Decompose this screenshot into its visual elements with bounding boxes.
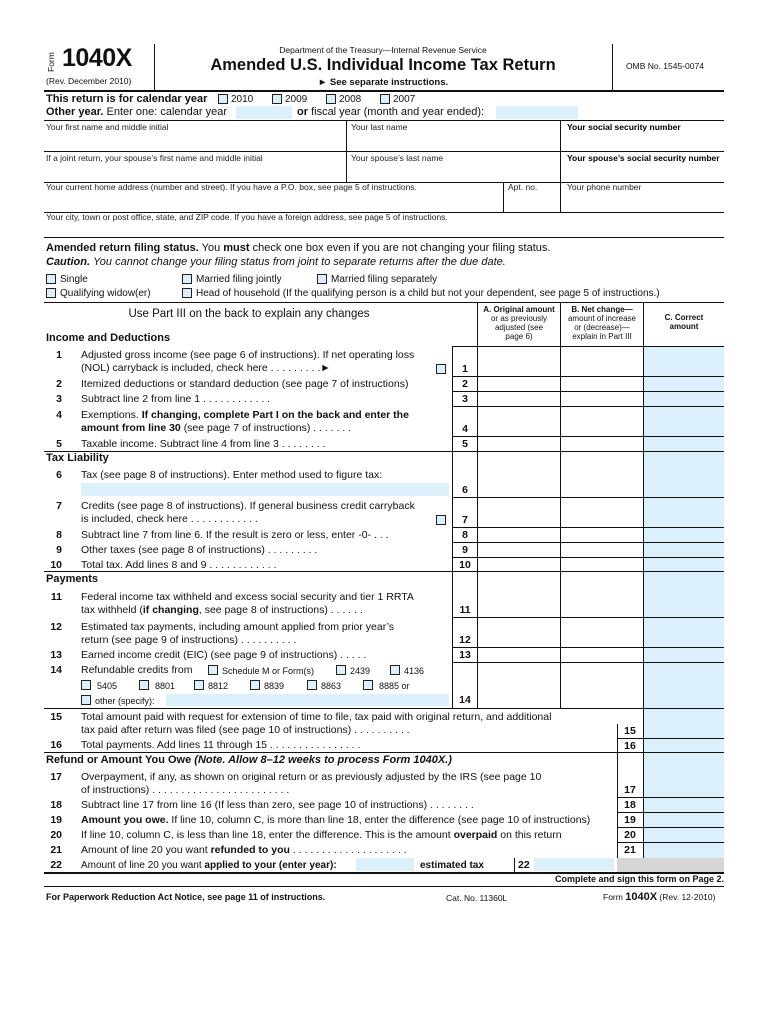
line-22-amount-input[interactable] [534, 858, 614, 871]
form-8839-label: 8839 [264, 681, 285, 691]
form-8885-checkbox[interactable] [363, 680, 373, 690]
line-9-text: Other taxes (see page 8 of instructions) . . . . . . . . . [81, 544, 318, 556]
line-20-text [81, 829, 562, 842]
complete-sign-note: Complete and sign this form on Page 2. [554, 874, 724, 884]
line-18-box-number: 18 [624, 799, 636, 811]
line-17-text-b: of instructions) . . . . . . . . . . . . . . . . . . . . . . . . [81, 784, 290, 796]
year-2009-checkbox[interactable] [272, 94, 282, 104]
line-16-box-number: 16 [624, 740, 636, 752]
line-7-text-b: is included, check here . . . . . . . . . . . . [81, 513, 258, 525]
line-14-text: Refundable credits from [81, 664, 193, 676]
footer-form-number: 1040X [625, 891, 658, 903]
see-instructions: ► See separate instructions. [317, 77, 449, 88]
section-payments: Payments [46, 573, 98, 585]
line-7-box-number: 7 [462, 514, 468, 526]
other-year-text: Enter one: calendar year [106, 106, 228, 118]
line-22-pre: Amount of line 20 you want [81, 860, 202, 871]
line-7-number: 7 [56, 500, 62, 512]
form-2439-label: 2439 [350, 666, 371, 676]
mfj-checkbox[interactable] [182, 274, 192, 284]
line-5-number: 5 [56, 438, 62, 450]
section-refund-note: (Note. Allow 8–12 weeks to process Form 1040X.) [194, 754, 452, 766]
spouse-first-name-label: If a joint return, your spouse’s first name and middle initial [46, 153, 263, 163]
single-checkbox[interactable] [46, 274, 56, 284]
line-4-box-number: 4 [462, 423, 468, 435]
line-12-number: 12 [50, 621, 62, 633]
mfj-label: Married filing jointly [196, 274, 282, 285]
line-4-text-a [81, 409, 409, 422]
use-part-iii: Use Part III on the back to explain any changes [128, 308, 370, 320]
line-19-text [81, 814, 590, 827]
line-11-pre: tax withheld ( [81, 604, 143, 616]
mfs-checkbox[interactable] [317, 274, 327, 284]
fiscal-year-input[interactable] [496, 106, 578, 119]
phone-label: Your phone number [567, 182, 642, 192]
schedule-m-checkbox[interactable] [208, 665, 218, 675]
line-13-box-number: 13 [459, 649, 471, 661]
omb-number: OMB No. 1545-0074 [626, 61, 704, 71]
line-13-number: 13 [50, 649, 62, 661]
apt-label: Apt. no. [508, 182, 538, 192]
hoh-checkbox[interactable] [182, 288, 192, 298]
other-specify-input[interactable] [166, 694, 449, 706]
year-2010-checkbox[interactable] [218, 94, 228, 104]
line-21-box-number: 21 [624, 844, 636, 856]
form-8812-checkbox[interactable] [194, 680, 204, 690]
line-22-shade [617, 858, 724, 872]
line-20-number: 20 [50, 829, 62, 841]
line-8-number: 8 [56, 529, 62, 541]
line-4b-rest: (see page 7 of instructions) . . . . . . . [183, 422, 352, 434]
footer-form-word: Form [603, 892, 623, 902]
filing-status-heading [46, 242, 550, 254]
line-20-pre: If line 10, column C, is less than line 18, enter the difference. This is the amount [81, 829, 451, 841]
line-11-text-a: Federal income tax withheld and excess social security and tier 1 RRTA [81, 591, 414, 603]
line-16-number: 16 [50, 739, 62, 751]
form-title: Amended U.S. Individual Income Tax Return [210, 56, 556, 74]
line-3-box-number: 3 [462, 393, 468, 405]
calendar-year-label: This return is for calendar year [46, 93, 208, 105]
line-12-text-a: Estimated tax payments, including amount applied from prior year’s [81, 621, 395, 633]
line-20-rest: on this return [500, 829, 562, 841]
first-name-label: Your first name and middle initial [46, 122, 169, 132]
line-16-text: Total payments. Add lines 11 through 15 . . . . . . . . . . . . . . . . [81, 739, 361, 751]
mfs-label: Married filing separately [331, 274, 438, 285]
form-2439-checkbox[interactable] [336, 665, 346, 675]
line-10-text: Total tax. Add lines 8 and 9 . . . . . . . . . . . . [81, 559, 277, 571]
line-21-rest: . . . . . . . . . . . . . . . . . . . . [292, 844, 407, 856]
spouse-last-name-label: Your spouse’s last name [351, 153, 444, 163]
line-12-text-b: return (see page 9 of instructions) . . . . . . . . . . [81, 634, 297, 646]
year-2007-checkbox[interactable] [380, 94, 390, 104]
line-4-number: 4 [56, 409, 62, 421]
column-b-title: B. Net change— [571, 305, 633, 314]
line-14-number: 14 [50, 664, 62, 676]
section-tax-liability: Tax Liability [46, 452, 109, 464]
footer-form-rev: (Rev. 12-2010) [659, 892, 716, 902]
line-19-bold: Amount you owe. [81, 814, 169, 826]
line-21-text [81, 844, 407, 857]
form-8812-label: 8812 [208, 681, 229, 691]
line-22-number: 22 [50, 859, 62, 871]
caution-line [46, 256, 506, 268]
caution-text: You cannot change your filing status from joint to separate returns after the due date. [93, 256, 506, 268]
form-8863-label: 8863 [321, 681, 342, 691]
line-10-number: 10 [50, 559, 62, 571]
year-2008-label: 2008 [339, 94, 362, 105]
line-2-text: Itemized deductions or standard deduction (see page 7 of instructions) [81, 378, 409, 390]
line-2-number: 2 [56, 378, 62, 390]
line-22-box-number: 22 [518, 859, 530, 871]
line-19-box-number: 19 [624, 814, 636, 826]
fiscal-year-line [297, 106, 484, 118]
column-a-header [478, 305, 560, 341]
line-6-number: 6 [56, 469, 62, 481]
line-9-box-number: 9 [462, 544, 468, 556]
form-8801-label: 8801 [155, 681, 176, 691]
line-4b-bold: amount from line 30 [81, 422, 181, 434]
line-14-box-number: 14 [459, 694, 471, 706]
line-11-rest: , see page 8 of instructions) . . . . . . [198, 604, 363, 616]
form-8801-checkbox[interactable] [139, 680, 149, 690]
line-2-box-number: 2 [462, 378, 468, 390]
line-4-pre: Exemptions. [81, 409, 139, 421]
line-8-box-number: 8 [462, 529, 468, 541]
line-1-text-b: (NOL) carryback is included, check here . . . . . . . . .► [81, 362, 331, 374]
line-22-bold2: (enter year): [278, 860, 337, 871]
section-income: Income and Deductions [46, 332, 171, 344]
line-15-box-number: 15 [624, 725, 636, 737]
form-4136-label: 4136 [404, 666, 425, 676]
catalog-number: Cat. No. 11360L [446, 893, 508, 903]
line-11-text-b [81, 604, 363, 617]
hoh-label: Head of household (If the qualifying person is a child but not your dependent, see page 5 of instructions.) [196, 288, 660, 299]
line-15-text-a: Total amount paid with request for extension of time to file, tax paid with original return, and additional [81, 711, 552, 723]
business-credit-checkbox[interactable] [436, 515, 446, 525]
year-2009-label: 2009 [285, 94, 308, 105]
line-11-number: 11 [50, 591, 62, 603]
estimated-tax-label: estimated tax [420, 860, 484, 871]
revision-date: (Rev. December 2010) [46, 76, 132, 86]
line-7-text-a: Credits (see page 8 of instructions). If general business credit carryback [81, 500, 415, 512]
form-8885-label: 8885 or [379, 681, 410, 691]
tax-method-input[interactable] [81, 483, 449, 496]
year-2007-label: 2007 [393, 94, 416, 105]
filing-status-bold: Amended return filing status. [46, 242, 199, 254]
line-21-bold: refunded to you [210, 844, 290, 856]
form-5405-checkbox[interactable] [81, 680, 91, 690]
year-2010-label: 2010 [231, 94, 254, 105]
form-number: 1040X [62, 44, 132, 72]
qw-checkbox[interactable] [46, 288, 56, 298]
line-18-text: Subtract line 17 from line 16 (If less than zero, see page 10 of instructions) . . . . . . . . [81, 799, 474, 811]
line-11-bold: if changing [142, 604, 199, 616]
column-b-header [561, 305, 643, 341]
column-b-sub: amount of increase or (decrease)— explain in Part III [567, 314, 637, 341]
line-9-number: 9 [56, 544, 62, 556]
line-19-number: 19 [50, 814, 62, 826]
other-year-line [46, 106, 227, 118]
line-3-text: Subtract line 2 from line 1 . . . . . . . . . . . . [81, 393, 271, 405]
calendar-year-input[interactable] [236, 106, 292, 119]
line-4-text-b [81, 422, 351, 435]
filing-status-rest: check one box even if you are not changing your filing status. [252, 242, 551, 254]
section-refund-title: Refund or Amount You Owe [46, 754, 192, 766]
line-10-box-number: 10 [459, 559, 471, 571]
line-1-number: 1 [56, 349, 62, 361]
spouse-ssn-label: Your spouse’s social security number [567, 153, 720, 163]
line-17-text-a: Overpayment, if any, as shown on original return or as previously adjusted by the IRS (see page 10 [81, 771, 542, 783]
form-label: Form [46, 52, 56, 72]
column-a-sub: or as previously adjusted (see page 6) [490, 314, 548, 341]
line-17-number: 17 [50, 771, 62, 783]
line-5-text: Taxable income. Subtract line 4 from line 3 . . . . . . . . [81, 438, 326, 450]
line-17-box-number: 17 [624, 784, 636, 796]
year-2008-checkbox[interactable] [326, 94, 336, 104]
line-20-bold: overpaid [453, 829, 498, 841]
line-3-number: 3 [56, 393, 62, 405]
qw-label: Qualifying widow(er) [60, 288, 151, 299]
line-22-text [81, 859, 337, 872]
filing-status-text: You [201, 242, 221, 254]
schedule-m-label: Schedule M or Form(s) [222, 666, 315, 676]
other-year-bold: Other year. [46, 106, 104, 118]
last-name-label: Your last name [351, 122, 408, 132]
city-label: Your city, town or post office, state, and ZIP code. If you have a foreign address, see page 5 of instructions. [46, 212, 448, 222]
caution-bold: Caution. [46, 256, 90, 268]
line-15-number: 15 [50, 711, 62, 723]
department: Department of the Treasury—Internal Revenue Service [279, 45, 487, 55]
other-credit-checkbox[interactable] [81, 695, 91, 705]
line-13-text: Earned income credit (EIC) (see page 9 of instructions) . . . . . [81, 649, 367, 661]
line-21-pre: Amount of line 20 you want [81, 844, 208, 856]
estimated-tax-year-input[interactable] [356, 858, 414, 871]
section-refund [46, 754, 452, 766]
fiscal-year-text: fiscal year (month and year ended): [311, 106, 485, 118]
line-8-text: Subtract line 7 from line 6. If the result is zero or less, enter -0- . . . [81, 529, 389, 541]
form-4136-checkbox[interactable] [390, 665, 400, 675]
line-19-rest: If line 10, column C, is more than line 18, enter the difference (see page 10 of instructions) [171, 814, 591, 826]
line-20-box-number: 20 [624, 829, 636, 841]
single-label: Single [60, 274, 88, 285]
column-c-fill-lower [643, 708, 724, 858]
line-11-box-number: 11 [459, 604, 471, 616]
line-4-bold: If changing, complete Part I on the back and enter the [141, 409, 409, 421]
nol-carryback-checkbox[interactable] [436, 364, 446, 374]
filing-status-must: must [223, 242, 250, 254]
ssn-label: Your social security number [567, 122, 681, 132]
address-label: Your current home address (number and street). If you have a P.O. box, see page 5 of instructions. [46, 182, 417, 192]
line-6-text: Tax (see page 8 of instructions). Enter method used to figure tax: [81, 469, 383, 481]
other-specify-label: other (specify): [95, 696, 155, 706]
line-1-box-number: 1 [462, 363, 468, 375]
line-1-text-a: Adjusted gross income (see page 6 of instructions). If net operating loss [81, 349, 415, 361]
or-bold: or [297, 106, 308, 118]
line-18-number: 18 [50, 799, 62, 811]
column-c-header [644, 313, 724, 331]
line-22-bold: applied to your [204, 860, 277, 871]
form-8839-checkbox[interactable] [250, 680, 260, 690]
line-5-box-number: 5 [462, 438, 468, 450]
line-12-box-number: 12 [459, 634, 471, 646]
column-a-title: A. Original amount [483, 305, 555, 314]
form-5405-label: 5405 [97, 681, 118, 691]
line-21-number: 21 [50, 844, 62, 856]
footer-form-id [603, 891, 715, 903]
line-15-text-b: tax paid after return was filed (see page 10 of instructions) . . . . . . . . . . [81, 724, 410, 736]
paperwork-notice: For Paperwork Reduction Act Notice, see page 11 of instructions. [46, 892, 326, 902]
line-6-box-number: 6 [462, 484, 468, 496]
column-c-title: C. Correct amount [664, 313, 704, 331]
form-8863-checkbox[interactable] [307, 680, 317, 690]
